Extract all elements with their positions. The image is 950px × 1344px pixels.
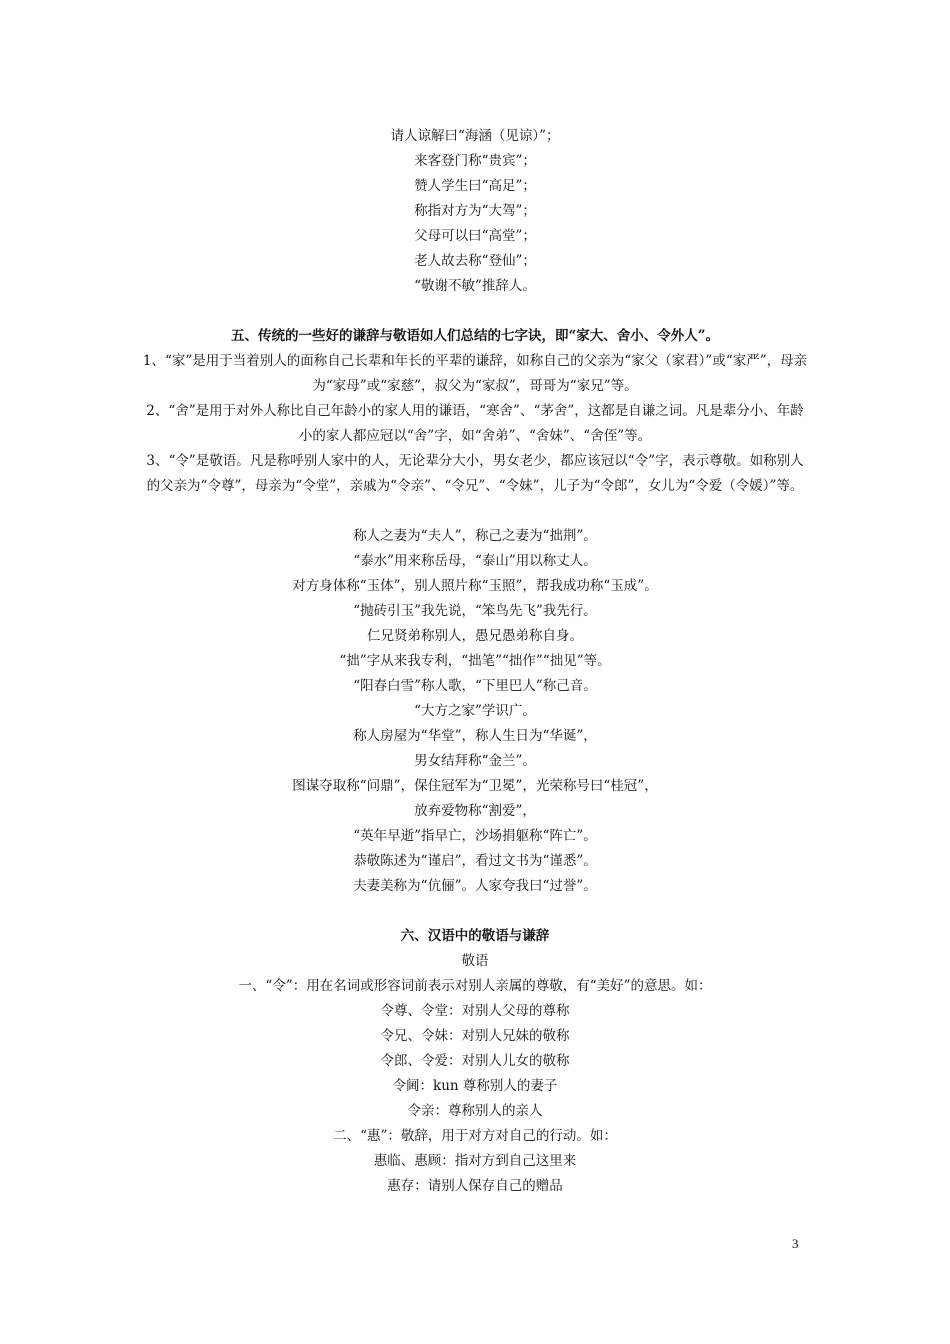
section-5 [140, 324, 810, 499]
text-line: “抛砖引玉”我先说，“笨鸟先飞”我先行。 [353, 603, 597, 619]
spacer [140, 299, 810, 324]
text-line: 对方身体称“玉体”，别人照片称“玉照”，帮我成功称“玉成”。 [292, 578, 658, 594]
spacer [140, 899, 810, 924]
text-line: 惠临、惠顾：指对方到自己这里来 [373, 1153, 577, 1169]
page-number: 3 [792, 1236, 799, 1251]
paragraph: 1、“家”是用于当着别人的面称自己长辈和年长的平辈的谦辞，如称自己的父亲为“家父（家君）”或“家严”，母亲为“家母”或“家慈”，叔父为“家叔”，哥哥为“家兄”等。 [142, 353, 808, 394]
page-content [140, 124, 810, 1199]
text-line: “拙”字从来我专利，“拙笔”“拙作”“拙见”等。 [339, 653, 611, 669]
text-line: 称指对方为“大驾”； [414, 203, 536, 219]
block2 [140, 524, 810, 899]
text-line: 赞人学生曰“高足”； [414, 178, 536, 194]
text-line: “英年早逝”指早亡，沙场捐躯称“阵亡”。 [353, 828, 597, 844]
section-heading: 六、汉语中的敬语与谦辞 [400, 928, 550, 944]
block1 [140, 124, 810, 299]
paragraph: 3、“令”是敬语。凡是称呼别人家中的人，无论辈分大小，男女老少，都应该冠以“令”字，表示尊敬。如称别人的父亲为“令尊”，母亲为“令堂”，亲戚为“令亲”、“令兄”、“令妹”，儿子为“令郎”，女儿为“令爱（令媛）”等。 [146, 453, 804, 494]
subheading: 敬语 [461, 953, 489, 969]
section-heading: 五、传统的一些好的谦辞与敬语如人们总结的七字诀，即“家大、舍小、令外人”。 [230, 328, 720, 344]
text-line: 称人之妻为“夫人”，称己之妻为“拙荆”。 [353, 528, 597, 544]
text-line: 仁兄贤弟称别人，愚兄愚弟称自身。 [367, 628, 583, 644]
text-line: 放弃爱物称“割爱”， [414, 803, 536, 819]
text-line: “泰水”用来称岳母，“泰山”用以称丈人。 [353, 553, 597, 569]
text-line: 称人房屋为“华堂”，称人生日为“华诞”， [353, 728, 597, 744]
text-line: 令阃：kun 尊称别人的妻子 [392, 1078, 558, 1094]
text-line: “阳春白雪”称人歌，“下里巴人”称己音。 [353, 678, 597, 694]
text-line: 令尊、令堂：对别人父母的尊称 [380, 1003, 570, 1019]
text-line: 二、“惠”：敬辞，用于对方对自己的行动。如： [333, 1128, 617, 1144]
text-line: 老人故去称“登仙”； [414, 253, 536, 269]
text-line: 来客登门称“贵宾”； [414, 153, 536, 169]
text-line: 恭敬陈述为“谨启”，看过文书为“谨悉”。 [353, 853, 597, 869]
text-line: 令郎、令爱：对别人儿女的敬称 [380, 1053, 570, 1069]
paragraph: 2、“舍”是用于对外人称比自己年龄小的家人用的谦语，“寒舍”、“茅舍”，这都是自谦之词。凡是辈分小、年龄小的家人都应冠以“舍”字，如“舍弟”、“舍妹”、“舍侄”等。 [146, 403, 804, 444]
section-6 [140, 924, 810, 1199]
text-line: “敬谢不敏”推辞人。 [414, 278, 536, 294]
text-line: 惠存：请别人保存自己的赠品 [387, 1178, 563, 1194]
text-line: 令兄、令妹：对别人兄妹的敬称 [380, 1028, 570, 1044]
text-line: “大方之家”学识广。 [414, 703, 536, 719]
spacer [140, 499, 810, 524]
text-line: 父母可以曰“高堂”； [414, 228, 536, 244]
text-line: 请人谅解曰“海涵（见谅）”； [390, 128, 560, 144]
text-line: 一、“令”：用在名词或形容词前表示对别人亲属的尊敬，有“美好”的意思。如： [238, 978, 712, 994]
text-line: 男女结拜称“金兰”。 [414, 753, 536, 769]
text-line: 图谋夺取称“问鼎”，保住冠军为“卫冕”，光荣称号曰“桂冠”， [292, 778, 658, 794]
text-line: 夫妻美称为“伉俪”。人家夸我曰“过誉”。 [353, 878, 597, 894]
text-line: 令亲：尊称别人的亲人 [407, 1103, 543, 1119]
